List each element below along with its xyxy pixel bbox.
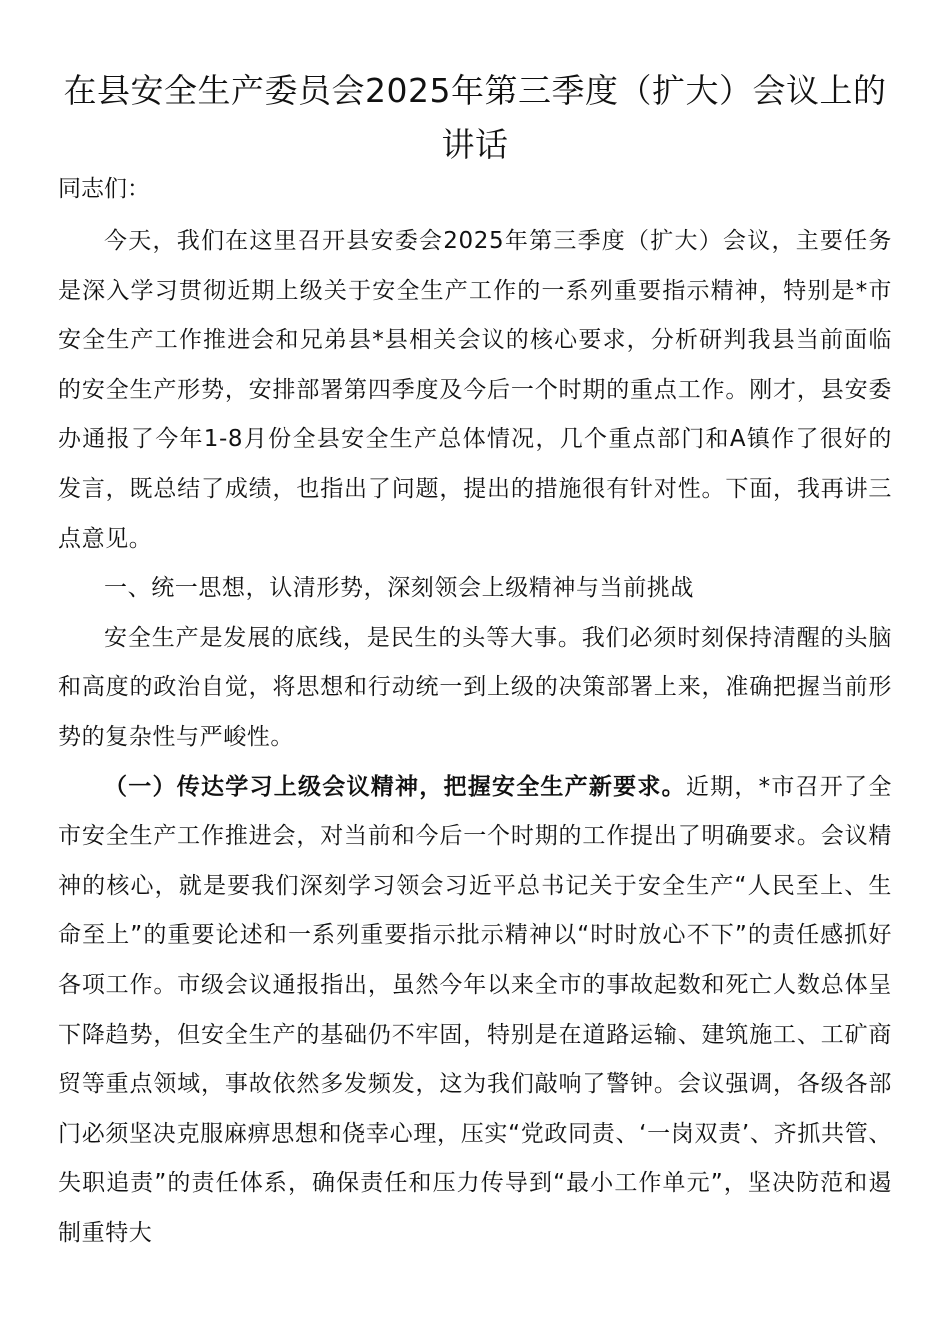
subsection-1-paragraph bbox=[58, 763, 892, 1259]
subsection-1-heading: （一）传达学习上级会议精神，把握安全生产新要求。 bbox=[104, 773, 686, 800]
section-1-heading: 一、统一思想，认清形势，深刻领会上级精神与当前挑战 bbox=[104, 575, 694, 602]
section-1-intro: 安全生产是发展的底线，是民生的头等大事。我们必须时刻保持清醒的头脑和高度的政治自觉，将思想和行动统一到上级的决策部署上来，准确把握当前形势的复杂性与严峻性。 bbox=[58, 624, 892, 750]
opening-paragraph: 今天，我们在这里召开县安委会2025年第三季度（扩大）会议，主要任务是深入学习贯彻近期上级关于安全生产工作的一系列重要指示精神，特别是*市安全生产工作推进会和兄弟县*县相关会议的核心要求，分析研判我县当前面临的安全生产形势，安排部署第四季度及今后一个时期的重点工作。刚才，县安委办通报了今年1-8月份全县安全生产总体情况，几个重点部门和A镇作了很好的发言，既总结了成绩，也指出了问题，提出的措施很有针对性。下面，我再讲三点意见。 bbox=[58, 228, 892, 552]
document-body bbox=[58, 217, 892, 1258]
subsection-1-text: 近期，*市召开了全市安全生产工作推进会，对当前和今后一个时期的工作提出了明确要求。会议精神的核心，就是要我们深刻学习领会习近平总书记关于安全生产“人民至上、生命至上”的重要论述和一系列重要指示批示精神以“时时放心不下”的责任感抓好各项工作。市级会议通报指出，虽然今年以来全市的事故起数和死亡人数总体呈下降趋势，但安全生产的基础仍不牢固，特别是在道路运输、建筑施工、工矿商贸等重点领域，事故依然多发频发，这为我们敲响了警钟。会议强调，各级各部门必须坚决克服麻痹思想和侥幸心理，压实“党政同责、‘一岗双责’、齐抓共管、失职追责”的责任体系，确保责任和压力传导到“最小工作单元”，坚决防范和遏制重特大 bbox=[58, 773, 892, 1246]
salutation: 同志们： bbox=[58, 176, 150, 202]
document-title: 在县安全生产委员会2025年第三季度（扩大）会议上的讲话 bbox=[63, 71, 887, 164]
